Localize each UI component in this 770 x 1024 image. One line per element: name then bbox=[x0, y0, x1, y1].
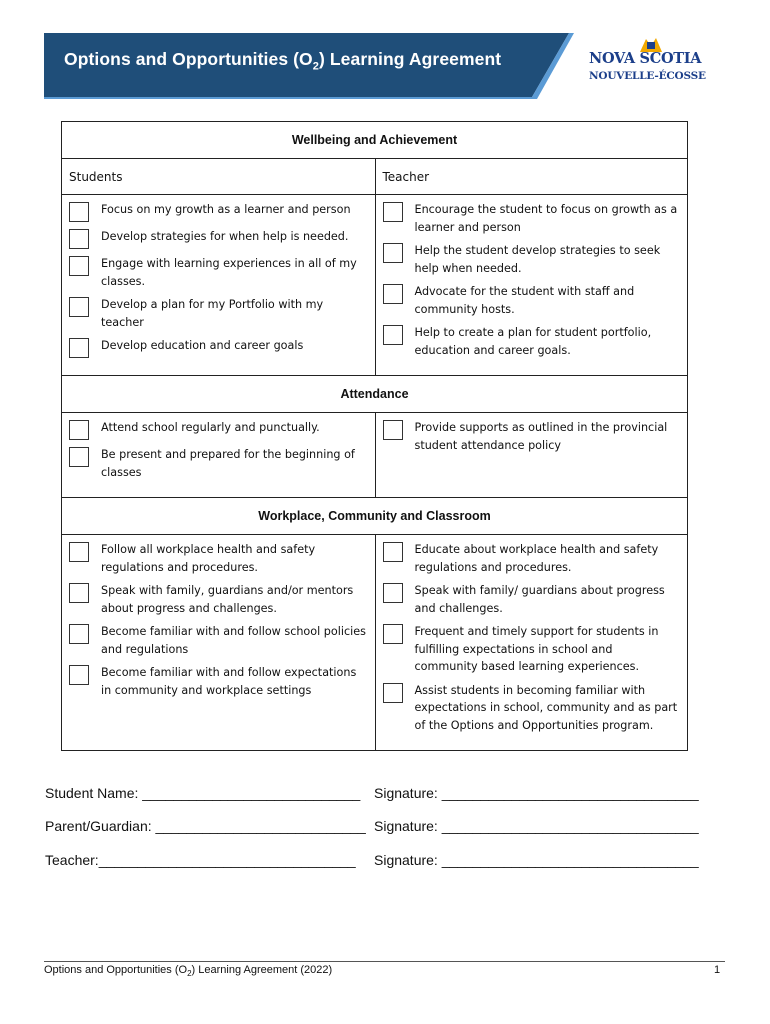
checklist-item: Become familiar with and follow expectations in community and workplace settings bbox=[69, 664, 367, 699]
checklist-item: Develop education and career goals bbox=[69, 337, 367, 358]
checklist-item: Speak with family, guardians and/or mentors about progress and challenges. bbox=[69, 582, 367, 617]
agreement-table bbox=[61, 121, 688, 751]
wellbeing-teacher-list bbox=[375, 195, 688, 375]
checkbox[interactable] bbox=[69, 420, 89, 440]
checkbox[interactable] bbox=[69, 665, 89, 685]
checklist-item: Provide supports as outlined in the provincial student attendance policy bbox=[383, 419, 680, 454]
checklist-item: Advocate for the student with staff and community hosts. bbox=[383, 283, 680, 318]
attendance-student-list bbox=[62, 413, 375, 497]
teacher-column-header: Teacher bbox=[375, 159, 688, 194]
nova-scotia-logo bbox=[586, 36, 716, 86]
wellbeing-items-row bbox=[62, 194, 687, 375]
logo-text-french: NOUVELLE-ÉCOSSE bbox=[589, 70, 706, 82]
checkbox[interactable] bbox=[383, 420, 403, 440]
checklist-item: Speak with family/ guardians about progress and challenges. bbox=[383, 582, 680, 617]
teacher-name-field[interactable]: Teacher:_________________________________ bbox=[45, 852, 356, 868]
checklist-item: Assist students in becoming familiar with expectations in school, community and as part of the Options and Opportunities program. bbox=[383, 682, 680, 735]
checklist-item: Become familiar with and follow school policies and regulations bbox=[69, 623, 367, 658]
page-number: 1 bbox=[714, 964, 721, 976]
teacher-signature-field[interactable]: Signature: _________________________________ bbox=[374, 852, 699, 868]
checkbox[interactable] bbox=[383, 202, 403, 222]
checklist-item: Help to create a plan for student portfolio, education and career goals. bbox=[383, 324, 680, 359]
parent-signature-field[interactable]: Signature: _________________________________ bbox=[374, 818, 699, 834]
checklist-item: Attend school regularly and punctually. bbox=[69, 419, 367, 440]
checkbox[interactable] bbox=[69, 229, 89, 249]
checkbox[interactable] bbox=[69, 583, 89, 603]
checklist-item: Develop strategies for when help is needed. bbox=[69, 228, 367, 249]
footer-title: Options and Opportunities $(O_2)$ Learning Agreement (2022) bbox=[44, 964, 333, 979]
column-header-row bbox=[62, 158, 687, 194]
checkbox[interactable] bbox=[383, 284, 403, 304]
students-column-header: Students bbox=[69, 169, 123, 184]
checklist-item: Focus on my growth as a learner and person bbox=[69, 201, 367, 222]
checkbox[interactable] bbox=[69, 202, 89, 222]
checklist-item: Develop a plan for my Portfolio with my teacher bbox=[69, 296, 367, 331]
section-heading-attendance: Attendance bbox=[340, 387, 409, 401]
section-heading-workplace: Workplace, Community and Classroom bbox=[258, 509, 491, 523]
section-heading-wellbeing: Wellbeing and Achievement bbox=[291, 133, 458, 147]
checklist-item: Follow all workplace health and safety regulations and procedures. bbox=[69, 541, 367, 576]
checkbox[interactable] bbox=[69, 256, 89, 276]
checkbox[interactable] bbox=[383, 325, 403, 345]
checklist-item: Be present and prepared for the beginning of classes bbox=[69, 446, 367, 481]
document-title: Options and Opportunities $(O_2)$ Learning Agreement bbox=[64, 49, 502, 73]
footer-divider bbox=[44, 961, 725, 962]
checklist-item: Engage with learning experiences in all of my classes. bbox=[69, 255, 367, 290]
workplace-items-row bbox=[62, 534, 687, 750]
checklist-item: Educate about workplace health and safety regulations and procedures. bbox=[383, 541, 680, 576]
attendance-items-row bbox=[62, 412, 687, 497]
checklist-item: Help the student develop strategies to seek help when needed. bbox=[383, 242, 680, 277]
checkbox[interactable] bbox=[383, 542, 403, 562]
student-name-field[interactable]: Student Name: ____________________________ bbox=[45, 785, 361, 801]
attendance-teacher-list bbox=[375, 413, 688, 497]
checkbox[interactable] bbox=[69, 542, 89, 562]
checkbox[interactable] bbox=[69, 447, 89, 467]
student-signature-field[interactable]: Signature: _________________________________ bbox=[374, 785, 699, 801]
checkbox[interactable] bbox=[383, 683, 403, 703]
checkbox[interactable] bbox=[69, 338, 89, 358]
checkbox[interactable] bbox=[383, 583, 403, 603]
workplace-student-list bbox=[62, 535, 375, 750]
logo-text-english: NOVA SCOTIA bbox=[589, 50, 702, 67]
checkbox[interactable] bbox=[69, 297, 89, 317]
parent-name-field[interactable]: Parent/Guardian: ___________________________ bbox=[45, 818, 366, 834]
checkbox[interactable] bbox=[383, 243, 403, 263]
wellbeing-student-list bbox=[62, 195, 375, 375]
checklist-item: Encourage the student to focus on growth as a learner and person bbox=[383, 201, 680, 236]
title-banner bbox=[44, 33, 574, 99]
checkbox[interactable] bbox=[383, 624, 403, 644]
checklist-item: Frequent and timely support for students in fulfilling expectations in school and community based learning experiences. bbox=[383, 623, 680, 676]
checkbox[interactable] bbox=[69, 624, 89, 644]
workplace-teacher-list bbox=[375, 535, 688, 750]
